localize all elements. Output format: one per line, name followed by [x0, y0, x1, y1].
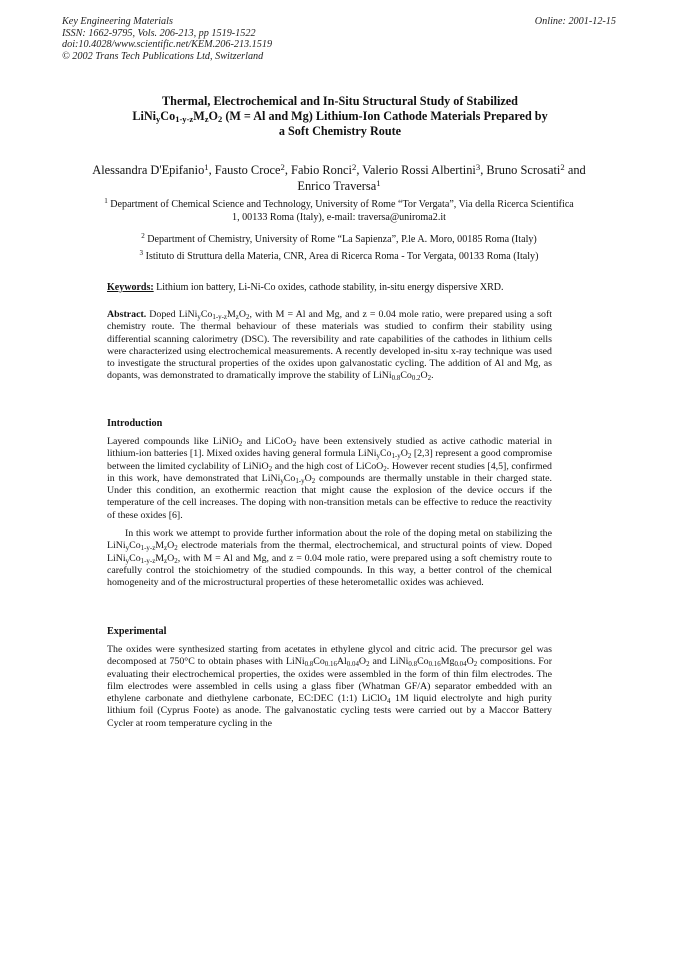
text: Co [313, 656, 325, 668]
sub: 0.2 [411, 375, 421, 383]
abstract-text: O [238, 309, 246, 320]
text: compounds are thermally unstable in their charged state. Under this condition, an exothermic reaction that might cause the explosion of the device occurs if the temperature of the cell increases. The doping with non-transition metals can be effective to reduce the reactivity of these oxides [6]. [107, 472, 553, 521]
copyright-line: © 2002 Trans Tech Publications Ltd, Switzerland [62, 50, 264, 62]
sub: 0.16 [428, 661, 441, 669]
abstract-text: Doped LiNi [146, 309, 198, 320]
paper-title [90, 94, 590, 139]
text: Al [336, 656, 347, 668]
sub: 2 [218, 114, 223, 124]
sub: 2 [174, 545, 178, 553]
abstract-text: Co [200, 309, 213, 320]
journal-name: Key Engineering Materials [62, 16, 173, 27]
abstract-text: O [420, 370, 428, 382]
author: , Valerio Rossi Albertini [356, 163, 476, 177]
abstract-text: . [431, 370, 434, 382]
sub: 0.8 [391, 375, 401, 383]
text: O [167, 552, 175, 564]
text: [2,3] represent a good compromise between the limited cyclability of LiNiO [107, 448, 552, 472]
experimental-paragraph [107, 644, 552, 730]
affiliation-text: Department of Chemical Science and Technology, University of Rome “Tor Vergata”, Via della Ricerca Scientifica 1, 00133 Roma (Italy), e-mail: traversa@uniroma2.it [107, 199, 574, 223]
sub: 2 [292, 441, 297, 448]
text: Layered compounds like LiNiO [107, 436, 239, 447]
author: , Bruno Scrosati [480, 163, 561, 177]
abstract-text: M [226, 309, 236, 320]
author: , Fabio Ronci [284, 163, 352, 177]
text: Co [417, 656, 429, 668]
title-formula-o: O [208, 109, 218, 123]
text: O [358, 656, 367, 668]
author: Alessandra D'Epifanio [92, 163, 205, 177]
author: , Fausto Croce [208, 163, 281, 177]
affiliation-mark: 1 [376, 177, 381, 188]
keywords-label: Keywords: [107, 282, 154, 293]
sub: 2 [311, 477, 316, 485]
sub: 1-y [391, 453, 401, 461]
sub: 1-y-z [175, 114, 194, 124]
text: , with M = Al and Mg, and z = 0.04 mole ratio, were prepared using a soft chemistry route to carefully control the stoichiometry of the studied compounds. In this way, a better control of the chemical homogeneity and of the microstructural properties of these heterometallic oxides was achieved. [107, 552, 552, 588]
section-heading-introduction: Introduction [107, 418, 163, 429]
text: compositions. For evaluating their electrochemical properties, the oxides were assembled in the form of thin film electrodes. The film electrodes were assembled in cells using a glass fiber (Whatman GF/A) separator embedded with an ethylene carbonate and diethylene carbonate, EC:DEC (1:1) LiClO [107, 656, 552, 704]
section-heading-experimental: Experimental [107, 626, 167, 637]
affiliation-2 [100, 234, 578, 247]
sub: y [156, 114, 161, 124]
text: have been extensively studied as active cathodic material in lithium-ion batteries [1]. Mixed oxides having general formula LiNi [107, 436, 552, 460]
title-formula-m: M [193, 109, 205, 123]
journal-header [62, 16, 272, 62]
title-line-3: a Soft Chemistry Route [278, 124, 402, 138]
sub: 2 [245, 314, 250, 321]
sub: 2 [238, 441, 243, 448]
text: O [466, 656, 474, 668]
sub: y [125, 545, 130, 553]
text: and LiNi [369, 656, 409, 668]
text: and the high cost of LiCoO [272, 460, 384, 472]
sub: 0.8 [408, 661, 418, 669]
issn-line: ISSN: 1662-9795, Vols. 206-213, pp 1519-1522 [62, 27, 256, 39]
sub: 1-y [295, 477, 305, 485]
doi-line[interactable]: doi:10.4028/www.scientific.net/KEM.206-213.1519 [62, 39, 273, 51]
sub: 2 [407, 453, 412, 461]
text: Co [283, 472, 296, 484]
affiliation-mark: 1 [204, 162, 209, 172]
affiliation-text: Istituto di Struttura della Materia, CNR, Area di Ricerca Roma - Tor Vergata, 00133 Roma (Italy) [143, 251, 539, 262]
sub: 1-y-z [212, 314, 227, 321]
text: and LiCoO [242, 436, 293, 447]
text: Mg [440, 656, 455, 668]
sub: z [164, 557, 168, 565]
affiliation-mark: 3 [139, 249, 144, 257]
text: The oxides were synthesized starting from acetates in ethylene glycol and citric acid. The precursor gel was decomposed at 750°C to obtain phases with LiNi [107, 644, 552, 668]
affiliation-mark: 2 [141, 232, 145, 240]
text: . However recent studies [4,5], confirmed in this work, have demonstrated that LiNi [107, 460, 552, 484]
keywords [107, 282, 504, 293]
abstract-text: Co [400, 370, 412, 382]
sub: z [164, 545, 168, 553]
sub: 0.04 [346, 661, 359, 669]
sub: 1-y-z [140, 557, 156, 565]
affiliation-mark: 2 [280, 162, 285, 172]
text: M [155, 552, 165, 564]
keywords-text: Lithium ion battery, Li-Ni-Co oxides, cathode stability, in-situ energy dispersive XRD. [153, 282, 504, 293]
title-line-1: Thermal, Electrochemical and In-Situ Structural Study of Stabilized [162, 94, 518, 108]
sub: z [235, 314, 239, 321]
sub: y [197, 314, 201, 321]
text: 1M liquid electrolyte and high purity lithium foil (Cyprus Foote) as anode. The galvanostatic cycling tests were carried out by a Maccor Battery Cycler at room temperature cycling in the [107, 693, 552, 729]
sub: y [125, 557, 130, 565]
affiliation-text: Department of Chemistry, University of Rome “La Sapienza”, P.le A. Moro, 00185 Roma (Italy) [144, 234, 537, 245]
author-list [90, 163, 588, 194]
affiliation-mark: 2 [351, 162, 357, 172]
abstract-label: Abstract. [107, 309, 147, 320]
abstract [107, 309, 552, 383]
title-formula-co: Co [160, 109, 176, 123]
affiliation-mark: 1 [104, 197, 108, 205]
sub: y [280, 477, 284, 485]
sub: 0.8 [304, 661, 314, 669]
sub: 2 [427, 375, 432, 383]
text: In this work we attempt to provide further information about the role of the doping metal on stabilizing the LiNi [107, 528, 552, 552]
text: M [155, 540, 165, 552]
online-date: Online: 2001-12-15 [534, 16, 616, 27]
sub: 2 [366, 661, 370, 669]
affiliation-mark: 2 [560, 162, 565, 172]
sub: 4 [386, 698, 391, 705]
introduction-paragraph-1 [107, 436, 552, 522]
text: O [400, 448, 408, 460]
text: O [304, 472, 312, 484]
author: and Enrico Traversa [297, 163, 586, 193]
abstract-text: , with M = Al and Mg, and z = 0.04 mole ratio, were prepared using a soft chemistry route. The thermal behaviour of these materials was studied to confirm their stability using differential scanning calorimetry (DSC). The reversibility and rate capabilities of the cathodes in lithium cells were characterized using electrochemical measurements. A recently developed in-situ x-ray technique was used to investigate the structural properties of the oxides upon galvanostatic cycling. The addition of Al and Mg, as dopants, was demonstrated to dramatically improve the stability of LiNi [107, 309, 552, 382]
affiliation-1 [100, 199, 578, 225]
text: Co [129, 552, 141, 564]
sub: 2 [174, 557, 178, 565]
affiliation-mark: 3 [475, 162, 481, 172]
text: electrode materials from the thermal, electrochemical, and structural points of view. Doped LiNi [107, 540, 552, 564]
sub: 2 [383, 465, 387, 473]
sub: 0.04 [454, 661, 467, 669]
sub: 1-y-z [140, 545, 156, 553]
title-formula-li: LiNi [132, 109, 157, 123]
sub: 2 [473, 661, 478, 669]
sub: z [204, 114, 209, 124]
text: Co [379, 448, 392, 460]
sub: 0.16 [324, 661, 337, 669]
title-line-2: (M = Al and Mg) Lithium-Ion Cathode Materials Prepared by [222, 109, 548, 123]
text: O [167, 540, 175, 552]
affiliation-3 [100, 251, 578, 264]
sub: 2 [268, 465, 273, 473]
introduction-paragraph-2 [107, 528, 552, 589]
text: Co [129, 540, 141, 552]
sub: y [376, 453, 380, 461]
